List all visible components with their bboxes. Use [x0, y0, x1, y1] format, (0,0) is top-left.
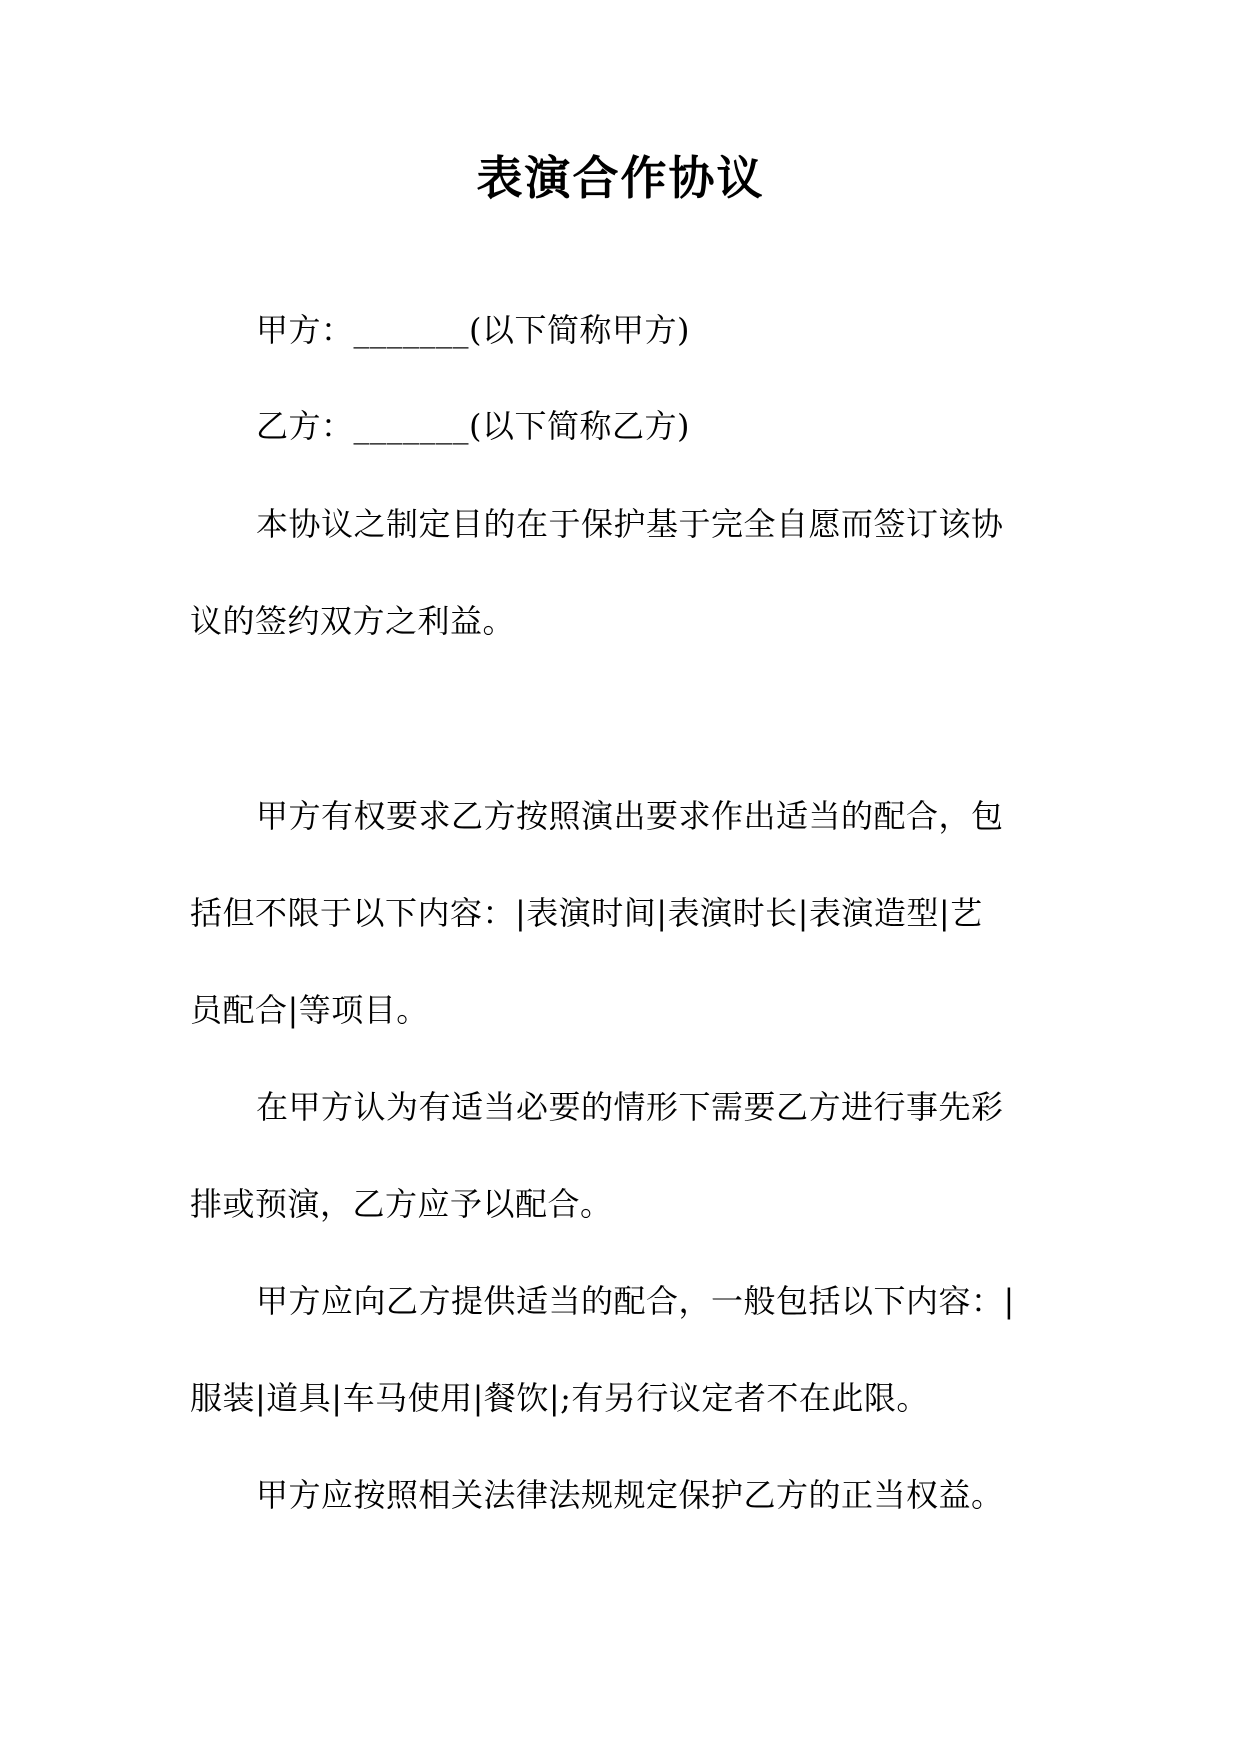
document-title: 表演合作协议	[476, 151, 765, 205]
paragraph-purpose-line-2: 议的签约双方之利益。	[190, 602, 516, 640]
paragraph-party-a-rights-line-1: 甲方有权要求乙方按照演出要求作出适当的配合，包	[256, 797, 1004, 835]
party-a-line: 甲方：_______(以下简称甲方)	[256, 311, 690, 349]
paragraph-party-a-support-line-2: 服装|道具|车马使用|餐饮|;有另行议定者不在此限。	[190, 1379, 929, 1417]
party-b-line: 乙方：_______(以下简称乙方)	[256, 407, 690, 445]
paragraph-purpose-line-1: 本协议之制定目的在于保护基于完全自愿而签订该协	[256, 505, 1004, 543]
paragraph-party-a-rights-line-3: 员配合|等项目。	[190, 991, 429, 1029]
paragraph-party-a-support-line-1: 甲方应向乙方提供适当的配合，一般包括以下内容：|	[256, 1282, 1015, 1320]
paragraph-legal-protection-line-1: 甲方应按照相关法律法规规定保护乙方的正当权益。	[256, 1476, 1004, 1514]
paragraph-rehearsal-line-1: 在甲方认为有适当必要的情形下需要乙方进行事先彩	[256, 1088, 1004, 1126]
paragraph-party-a-rights-line-2: 括但不限于以下内容：|表演时间|表演时长|表演造型|艺	[190, 894, 983, 932]
paragraph-rehearsal-line-2: 排或预演，乙方应予以配合。	[190, 1185, 613, 1223]
